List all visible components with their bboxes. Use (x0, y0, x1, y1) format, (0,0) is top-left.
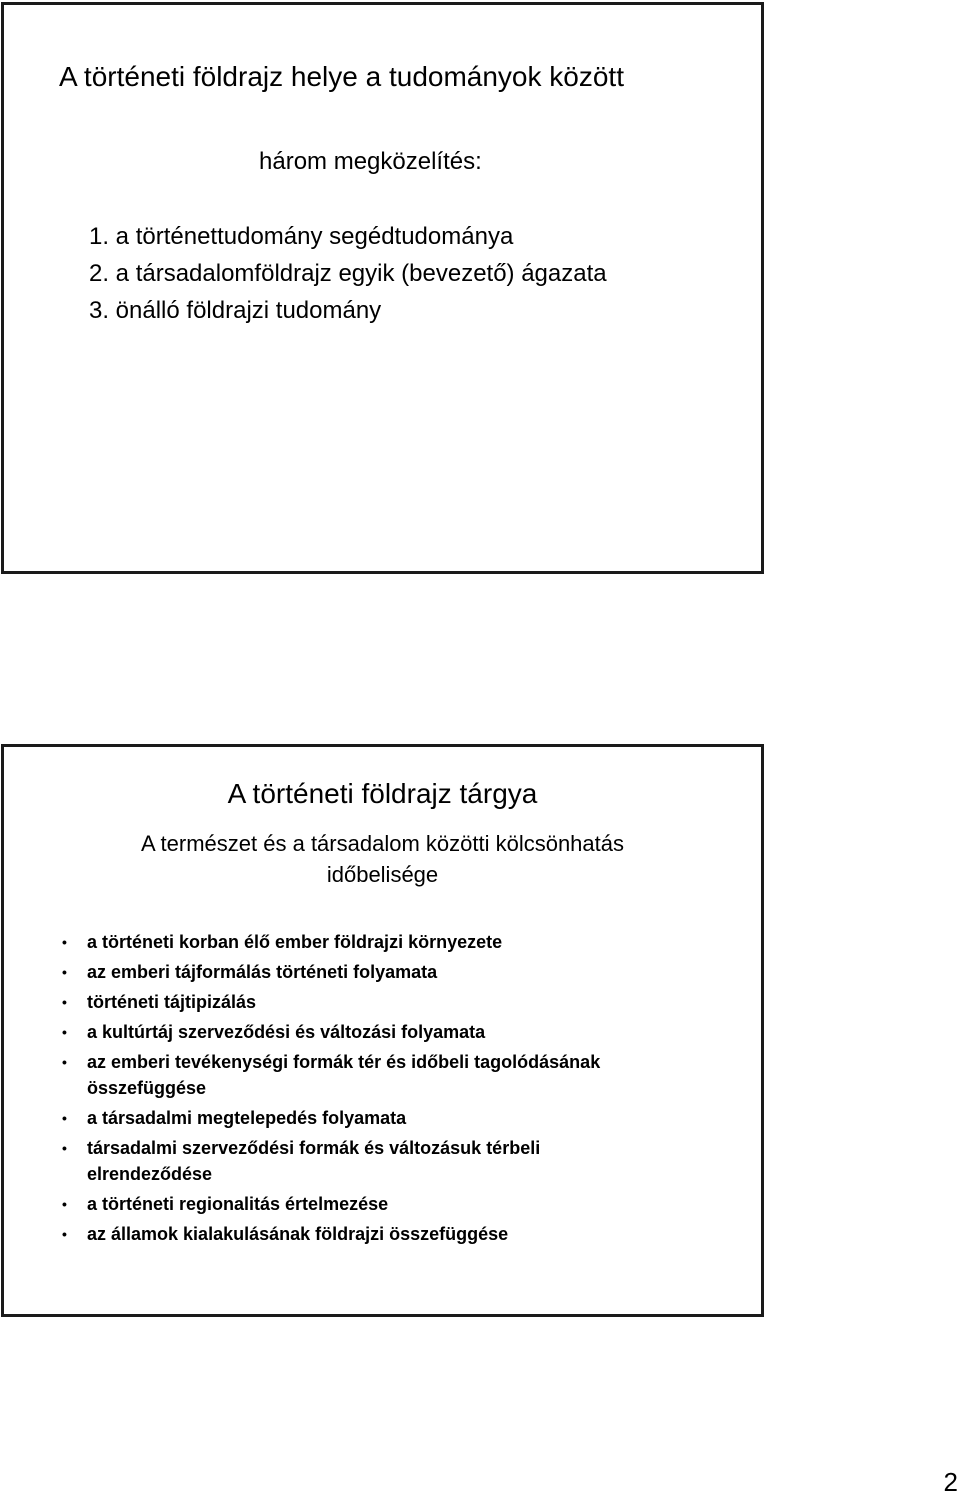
bullet-text: összefüggése (87, 1078, 207, 1098)
slide-2-subtitle-line: A természet és a társadalom közötti kölcsönhatás (140, 831, 624, 856)
bullet-item (62, 1049, 742, 1101)
list-item: 2. a társadalomföldrajz egyik (bevezető) ágazata (89, 260, 607, 287)
bullet-item (62, 1221, 742, 1247)
slide-1 (1, 2, 764, 574)
bullet-icon: • (62, 1024, 67, 1040)
bullet-text: a történeti regionalitás értelmezése (87, 1194, 389, 1214)
slide-1-list (89, 218, 607, 329)
bullet-item (62, 1105, 742, 1131)
list-item: 1. a történettudomány segédtudománya (89, 223, 514, 250)
bullet-item (62, 989, 742, 1015)
bullet-text: elrendeződése (87, 1164, 213, 1184)
slide-1-title: A történeti földrajz helye a tudományok között (59, 61, 624, 92)
slide-2 (1, 744, 764, 1317)
bullet-icon: • (62, 1140, 67, 1156)
bullet-icon: • (62, 1054, 67, 1070)
slide-1-subtitle: három megközelítés: (259, 148, 482, 175)
bullet-text: az emberi tevékenységi formák tér és időbeli tagolódásának (87, 1052, 601, 1072)
bullet-text: az államok kialakulásának földrajzi összefüggése (87, 1224, 509, 1244)
bullet-text: a kultúrtáj szerveződési és változási folyamata (87, 1022, 486, 1042)
bullet-icon: • (62, 1110, 67, 1126)
list-item: 3. önálló földrajzi tudomány (89, 297, 382, 324)
bullet-icon: • (62, 1196, 67, 1212)
bullet-item (62, 1191, 742, 1217)
bullet-icon: • (62, 994, 67, 1010)
slide-2-bullet-list (62, 929, 742, 1251)
slide-2-title: A történeti földrajz tárgya (227, 778, 538, 809)
bullet-text: történeti tájtipizálás (87, 992, 257, 1012)
bullet-icon: • (62, 1226, 67, 1242)
page-number: 2 (943, 1467, 958, 1497)
bullet-item (62, 929, 742, 955)
bullet-item (62, 1019, 742, 1045)
bullet-text: a társadalmi megtelepedés folyamata (87, 1108, 407, 1128)
bullet-item (62, 1135, 742, 1187)
bullet-item (62, 959, 742, 985)
bullet-text: társadalmi szerveződési formák és változásuk térbeli (87, 1138, 541, 1158)
slide-2-subtitle-line: időbelisége (326, 862, 439, 887)
bullet-icon: • (62, 964, 67, 980)
bullet-text: az emberi tájformálás történeti folyamata (87, 962, 438, 982)
bullet-text: a történeti korban élő ember földrajzi környezete (87, 932, 503, 952)
bullet-icon: • (62, 934, 67, 950)
slide-2-subtitle (4, 828, 761, 890)
